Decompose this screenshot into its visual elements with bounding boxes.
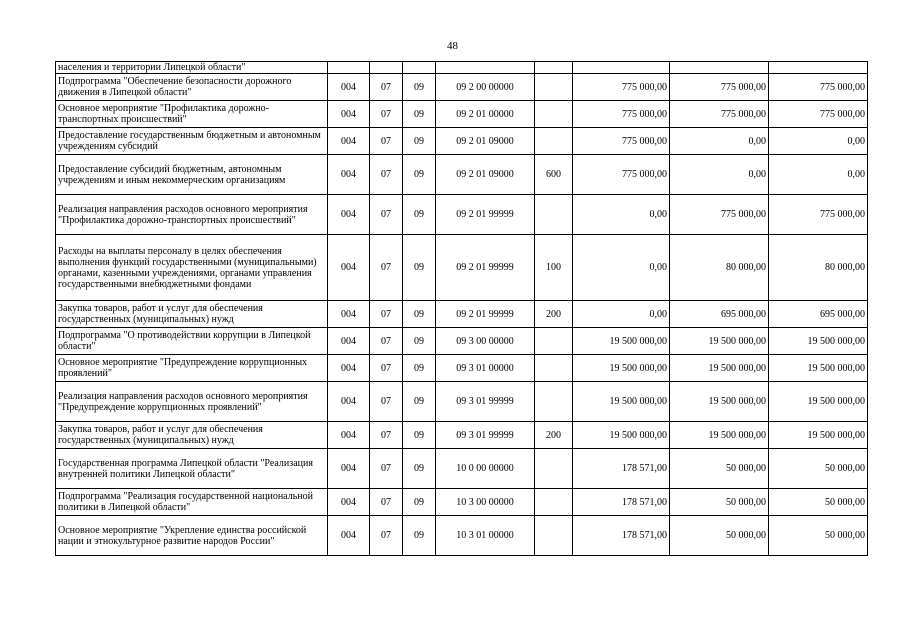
cell-amount-year-3: 775 000,00 <box>769 195 868 235</box>
cell-subsection: 09 <box>403 516 436 556</box>
cell-target-article: 09 2 01 99999 <box>436 195 535 235</box>
cell-subsection: 09 <box>403 235 436 301</box>
table-row <box>56 128 868 155</box>
cell-expense-type: 100 <box>535 235 573 301</box>
cell-ministry-code: 004 <box>328 235 370 301</box>
cell-target-article: 09 2 01 09000 <box>436 155 535 195</box>
cell-amount-year-1 <box>573 62 670 74</box>
cell-expense-type <box>535 382 573 422</box>
cell-section: 07 <box>370 489 403 516</box>
cell-amount-year-1: 19 500 000,00 <box>573 422 670 449</box>
cell-name: Предоставление субсидий бюджетным, автономным учреждениям и иным некоммерческим организациям <box>56 155 328 195</box>
cell-section: 07 <box>370 235 403 301</box>
cell-subsection <box>403 62 436 74</box>
cell-amount-year-2: 50 000,00 <box>670 449 769 489</box>
cell-amount-year-1: 19 500 000,00 <box>573 355 670 382</box>
cell-ministry-code: 004 <box>328 101 370 128</box>
cell-amount-year-1: 178 571,00 <box>573 449 670 489</box>
cell-expense-type: 200 <box>535 301 573 328</box>
cell-name: Государственная программа Липецкой области "Реализация внутренней политики Липецкой области" <box>56 449 328 489</box>
table-row <box>56 328 868 355</box>
cell-amount-year-3: 0,00 <box>769 155 868 195</box>
cell-subsection: 09 <box>403 74 436 101</box>
cell-target-article: 09 3 01 99999 <box>436 382 535 422</box>
cell-name: Реализация направления расходов основного мероприятия "Профилактика дорожно-транспортных происшествий" <box>56 195 328 235</box>
cell-amount-year-1: 775 000,00 <box>573 155 670 195</box>
cell-expense-type <box>535 355 573 382</box>
cell-name: Закупка товаров, работ и услуг для обеспечения государственных (муниципальных) нужд <box>56 301 328 328</box>
cell-amount-year-2: 775 000,00 <box>670 74 769 101</box>
cell-amount-year-2: 19 500 000,00 <box>670 328 769 355</box>
cell-amount-year-3: 19 500 000,00 <box>769 328 868 355</box>
cell-amount-year-3: 80 000,00 <box>769 235 868 301</box>
table-row <box>56 301 868 328</box>
cell-expense-type: 600 <box>535 155 573 195</box>
cell-subsection: 09 <box>403 489 436 516</box>
cell-target-article: 09 3 01 00000 <box>436 355 535 382</box>
cell-amount-year-3: 50 000,00 <box>769 489 868 516</box>
cell-ministry-code: 004 <box>328 195 370 235</box>
cell-ministry-code <box>328 62 370 74</box>
cell-subsection: 09 <box>403 355 436 382</box>
cell-target-article: 09 3 00 00000 <box>436 328 535 355</box>
cell-amount-year-3: 0,00 <box>769 128 868 155</box>
table-body <box>56 62 868 556</box>
page-number: 48 <box>447 40 458 52</box>
cell-expense-type <box>535 101 573 128</box>
cell-amount-year-3: 19 500 000,00 <box>769 422 868 449</box>
cell-section: 07 <box>370 155 403 195</box>
cell-amount-year-1: 19 500 000,00 <box>573 328 670 355</box>
cell-amount-year-2 <box>670 62 769 74</box>
cell-ministry-code: 004 <box>328 355 370 382</box>
table-row <box>56 449 868 489</box>
cell-amount-year-1: 178 571,00 <box>573 516 670 556</box>
table-row <box>56 235 868 301</box>
cell-subsection: 09 <box>403 382 436 422</box>
cell-name: Подпрограмма "Реализация государственной национальной политики в Липецкой области" <box>56 489 328 516</box>
cell-name: Расходы на выплаты персоналу в целях обеспечения выполнения функций государственными (муниципальными) органами, казенными учреждениями, органами управления государственными внебюджетными фондами <box>56 235 328 301</box>
cell-name: Предоставление государственным бюджетным и автономным учреждениям субсидий <box>56 128 328 155</box>
cell-target-article: 09 2 01 99999 <box>436 235 535 301</box>
cell-amount-year-3: 50 000,00 <box>769 449 868 489</box>
cell-section: 07 <box>370 449 403 489</box>
cell-target-article <box>436 62 535 74</box>
cell-name: Подпрограмма "О противодействии коррупции в Липецкой области" <box>56 328 328 355</box>
cell-target-article: 09 2 01 09000 <box>436 128 535 155</box>
table-row <box>56 382 868 422</box>
cell-subsection: 09 <box>403 301 436 328</box>
cell-ministry-code: 004 <box>328 489 370 516</box>
cell-name: Основное мероприятие "Профилактика дорожно-транспортных происшествий" <box>56 101 328 128</box>
cell-name: Основное мероприятие "Предупреждение коррупционных проявлений" <box>56 355 328 382</box>
cell-expense-type <box>535 195 573 235</box>
cell-subsection: 09 <box>403 328 436 355</box>
cell-amount-year-1: 775 000,00 <box>573 74 670 101</box>
cell-subsection: 09 <box>403 449 436 489</box>
cell-amount-year-2: 50 000,00 <box>670 516 769 556</box>
table-row <box>56 74 868 101</box>
cell-expense-type <box>535 328 573 355</box>
cell-section: 07 <box>370 128 403 155</box>
cell-amount-year-2: 775 000,00 <box>670 195 769 235</box>
table-row <box>56 195 868 235</box>
cell-section: 07 <box>370 422 403 449</box>
table-row <box>56 516 868 556</box>
cell-name: Закупка товаров, работ и услуг для обеспечения государственных (муниципальных) нужд <box>56 422 328 449</box>
cell-ministry-code: 004 <box>328 422 370 449</box>
table-row <box>56 62 868 74</box>
cell-section: 07 <box>370 301 403 328</box>
cell-expense-type <box>535 516 573 556</box>
table-row <box>56 101 868 128</box>
cell-section: 07 <box>370 516 403 556</box>
cell-section: 07 <box>370 382 403 422</box>
cell-subsection: 09 <box>403 422 436 449</box>
cell-section <box>370 62 403 74</box>
cell-amount-year-3: 775 000,00 <box>769 101 868 128</box>
cell-amount-year-3: 19 500 000,00 <box>769 355 868 382</box>
table-row <box>56 355 868 382</box>
table-row <box>56 422 868 449</box>
cell-ministry-code: 004 <box>328 516 370 556</box>
cell-amount-year-1: 775 000,00 <box>573 101 670 128</box>
table-row <box>56 155 868 195</box>
cell-amount-year-1: 178 571,00 <box>573 489 670 516</box>
cell-expense-type: 200 <box>535 422 573 449</box>
cell-target-article: 10 0 00 00000 <box>436 449 535 489</box>
cell-subsection: 09 <box>403 128 436 155</box>
cell-amount-year-1: 19 500 000,00 <box>573 382 670 422</box>
cell-amount-year-3: 50 000,00 <box>769 516 868 556</box>
cell-section: 07 <box>370 195 403 235</box>
cell-ministry-code: 004 <box>328 449 370 489</box>
cell-amount-year-2: 775 000,00 <box>670 101 769 128</box>
cell-amount-year-1: 0,00 <box>573 301 670 328</box>
cell-target-article: 09 3 01 99999 <box>436 422 535 449</box>
cell-amount-year-2: 0,00 <box>670 155 769 195</box>
cell-expense-type <box>535 128 573 155</box>
cell-amount-year-1: 0,00 <box>573 235 670 301</box>
cell-target-article: 10 3 00 00000 <box>436 489 535 516</box>
cell-section: 07 <box>370 328 403 355</box>
cell-amount-year-2: 0,00 <box>670 128 769 155</box>
cell-section: 07 <box>370 355 403 382</box>
cell-amount-year-2: 80 000,00 <box>670 235 769 301</box>
cell-amount-year-2: 50 000,00 <box>670 489 769 516</box>
cell-target-article: 09 2 00 00000 <box>436 74 535 101</box>
cell-amount-year-2: 19 500 000,00 <box>670 355 769 382</box>
cell-ministry-code: 004 <box>328 74 370 101</box>
cell-amount-year-2: 695 000,00 <box>670 301 769 328</box>
cell-target-article: 09 2 01 99999 <box>436 301 535 328</box>
cell-expense-type <box>535 62 573 74</box>
cell-amount-year-1: 775 000,00 <box>573 128 670 155</box>
cell-subsection: 09 <box>403 195 436 235</box>
cell-amount-year-3: 695 000,00 <box>769 301 868 328</box>
table-row <box>56 489 868 516</box>
cell-amount-year-2: 19 500 000,00 <box>670 422 769 449</box>
cell-name: Основное мероприятие "Укрепление единства российской нации и этнокультурное развитие народов России" <box>56 516 328 556</box>
cell-section: 07 <box>370 101 403 128</box>
cell-amount-year-1: 0,00 <box>573 195 670 235</box>
cell-target-article: 09 2 01 00000 <box>436 101 535 128</box>
cell-amount-year-3: 19 500 000,00 <box>769 382 868 422</box>
cell-subsection: 09 <box>403 155 436 195</box>
cell-ministry-code: 004 <box>328 382 370 422</box>
cell-ministry-code: 004 <box>328 328 370 355</box>
budget-table <box>55 61 868 556</box>
cell-expense-type <box>535 449 573 489</box>
cell-expense-type <box>535 489 573 516</box>
cell-target-article: 10 3 01 00000 <box>436 516 535 556</box>
cell-name: Подпрограмма "Обеспечение безопасности дорожного движения в Липецкой области" <box>56 74 328 101</box>
cell-expense-type <box>535 74 573 101</box>
cell-section: 07 <box>370 74 403 101</box>
cell-ministry-code: 004 <box>328 155 370 195</box>
cell-amount-year-2: 19 500 000,00 <box>670 382 769 422</box>
cell-ministry-code: 004 <box>328 128 370 155</box>
cell-subsection: 09 <box>403 101 436 128</box>
cell-amount-year-3 <box>769 62 868 74</box>
cell-amount-year-3: 775 000,00 <box>769 74 868 101</box>
cell-ministry-code: 004 <box>328 301 370 328</box>
cell-name: населения и территории Липецкой области" <box>56 62 328 74</box>
cell-name: Реализация направления расходов основного мероприятия "Предупреждение коррупционных проявлений" <box>56 382 328 422</box>
